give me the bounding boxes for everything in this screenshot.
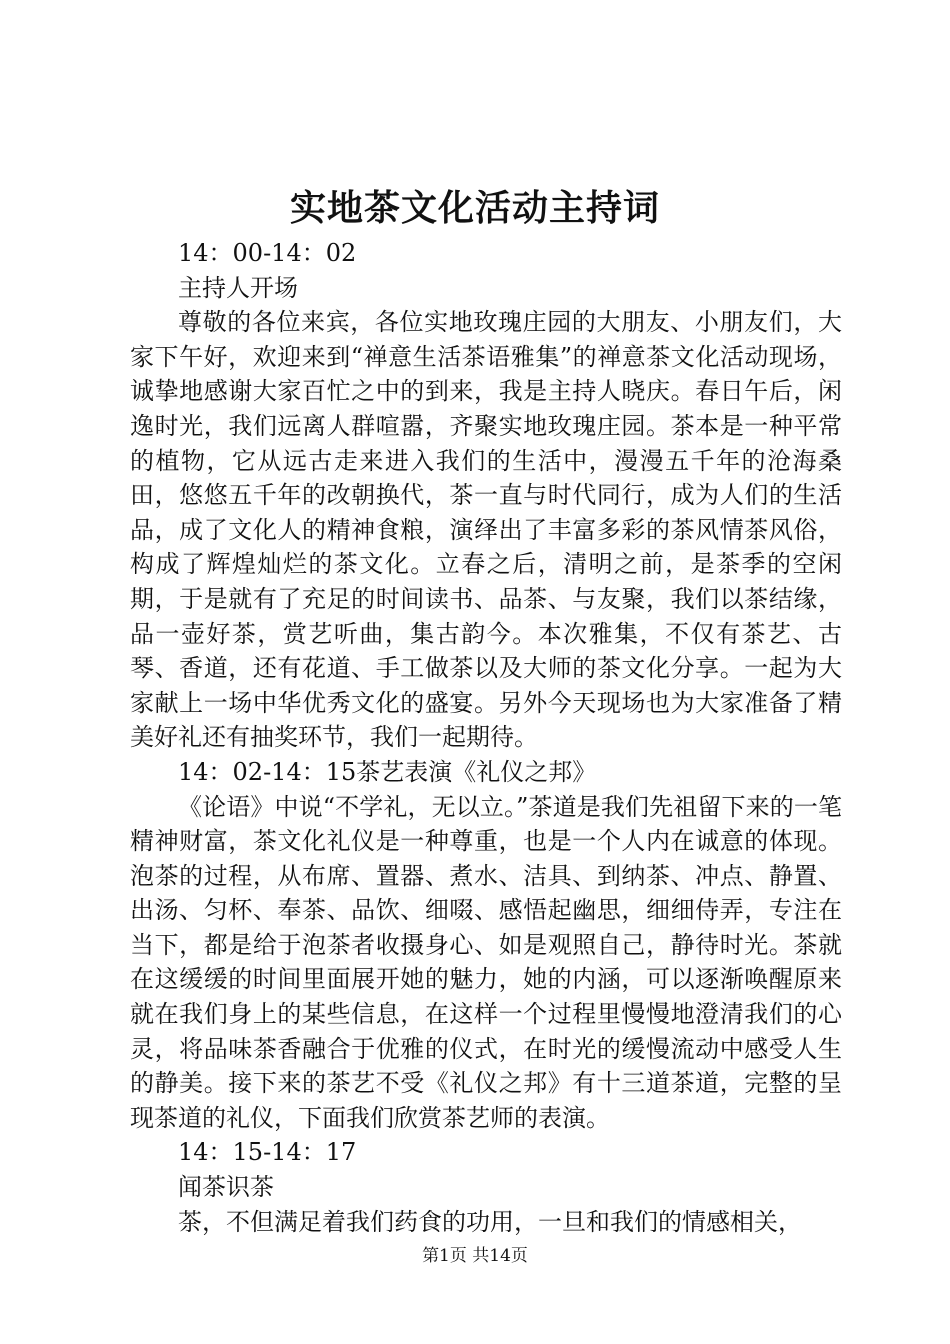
- document-body: [130, 236, 842, 1239]
- tea-tasting-paragraph: 茶，不但满足着我们药食的功用，一旦和我们的情感相关，: [178, 1207, 802, 1236]
- tea-ceremony-paragraph: 《论语》中说“不学礼，无以立。”茶道是我们先祖留下来的一笔精神财富，茶文化礼仪是一种尊重，也是一个人内在诚意的体现。泡茶的过程，从布席、置器、煮水、洁具、到纳茶、冲点、静置、出汤、匀杯、奉茶、品饮、细啜、感悟起幽思，细细侍弄，专注在当下，都是给于泡茶者收摄身心、如是观照自己，静待时光。茶就在这缓缓的时间里面展开她的魅力，她的内涵，可以逐渐唤醒原来就在我们身上的某些信息，在这样一个过程里慢慢地澄清我们的心灵，将品味茶香融合于优雅的仪式，在时光的缓慢流动中感受人生的静美。接下来的茶艺不受《礼仪之邦》有十三道茶道，完整的呈现茶道的礼仪，下面我们欣赏茶艺师的表演。: [130, 792, 842, 1132]
- section-heading-tea-tasting: 闻茶识茶: [178, 1173, 274, 1202]
- section-heading-host-opening: 主持人开场: [178, 273, 298, 302]
- opening-speech-paragraph: 尊敬的各位来宾，各位实地玫瑰庄园的大朋友、小朋友们，大家下午好，欢迎来到“禅意生活茶语雅集”的禅意茶文化活动现场，诚挚地感谢大家百忙之中的到来，我是主持人晓庆。春日午后，闲逸时光，我们远离人群喧嚣，齐聚实地玫瑰庄园。茶本是一种平常的植物，它从远古走来进入我们的生活中，漫漫五千年的沧海桑田，悠悠五千年的改朝换代，茶一直与时代同行，成为人们的生活品，成了文化人的精神食粮，演绎出了丰富多彩的茶风情茶风俗，构成了辉煌灿烂的茶文化。立春之后，清明之前，是茶季的空闲期，于是就有了充足的时间读书、品茶、与友聚，我们以茶结缘，品一壶好茶，赏艺听曲，集古韵今。本次雅集，不仅有茶艺、古琴、香道，还有花道、手工做茶以及大师的茶文化分享。一起为大家献上一场中华优秀文化的盛宴。另外今天现场也为大家准备了精美好礼还有抽奖环节，我们一起期待。: [130, 308, 842, 752]
- time-slot-2: 14：02-14：15茶艺表演《礼仪之邦》: [178, 757, 597, 786]
- time-slot-3: 14：15-14：17: [178, 1138, 357, 1167]
- page-number-footer: 第1页 共14页: [422, 1246, 528, 1266]
- document-title: 实地茶文化活动主持词: [289, 187, 660, 229]
- time-slot-1: 14：00-14：02: [178, 239, 357, 267]
